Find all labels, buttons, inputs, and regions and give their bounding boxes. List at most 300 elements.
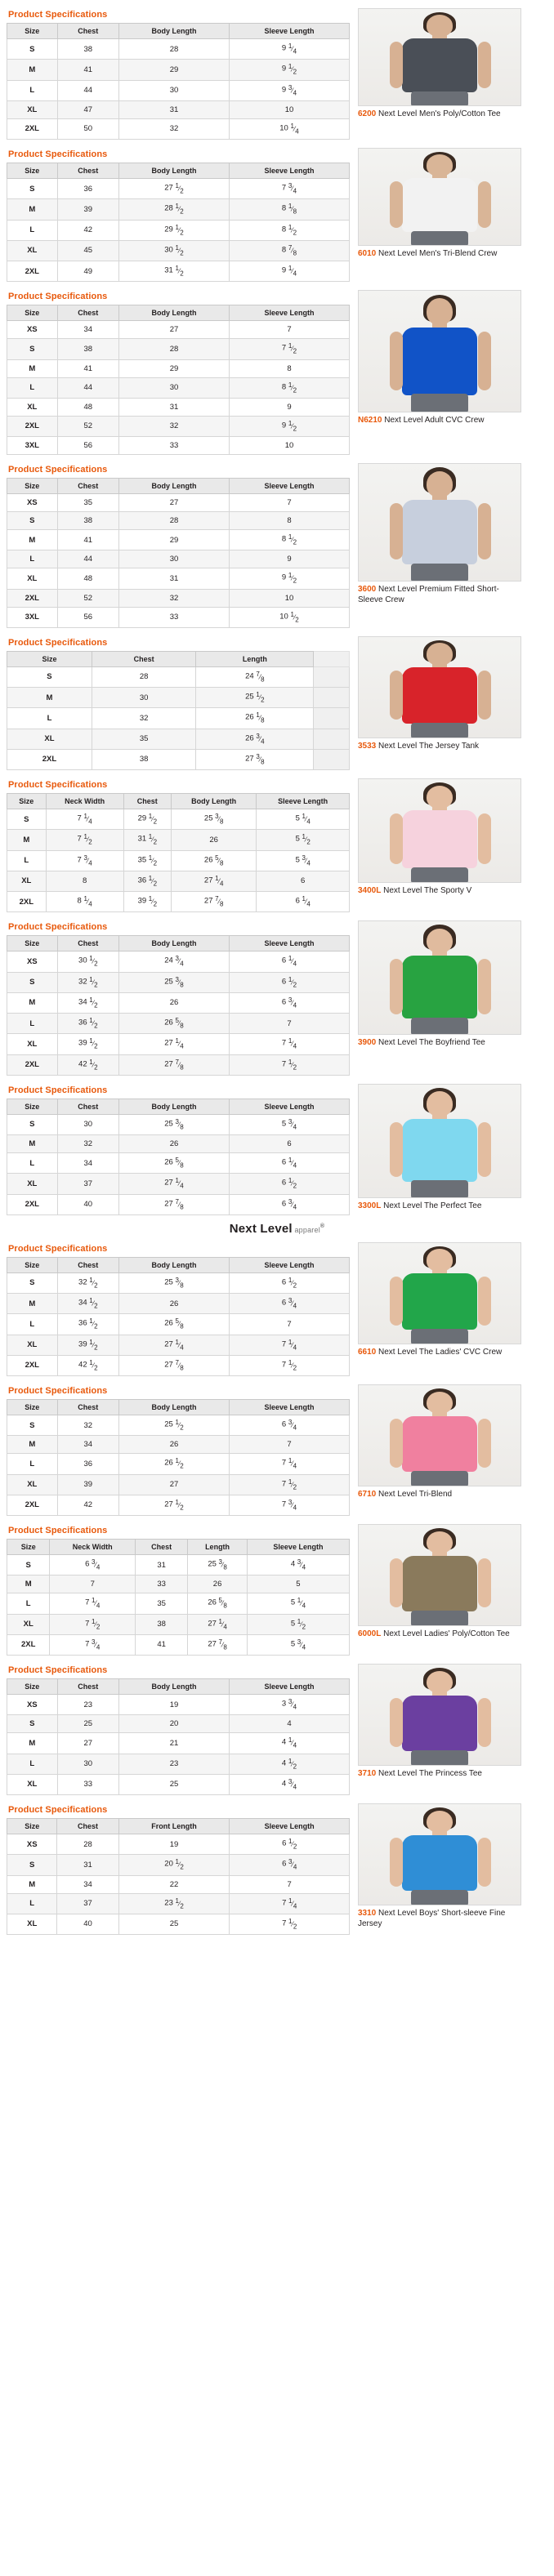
size-cell: L xyxy=(7,377,58,398)
product-caption xyxy=(358,1490,521,1500)
legs-shape xyxy=(411,1890,468,1905)
right-arm-shape xyxy=(478,1838,491,1887)
measure-cell: 27 $^7⁄_8$ xyxy=(119,1194,230,1214)
table-row xyxy=(7,1194,350,1214)
table-row xyxy=(7,1474,350,1495)
table-row xyxy=(7,568,350,589)
table-row xyxy=(7,437,350,455)
measure-cell: 20 xyxy=(119,1715,230,1733)
size-cell: L xyxy=(7,220,58,240)
product-name: Next Level The Ladies' CVC Crew xyxy=(376,1347,503,1357)
size-cell: XL xyxy=(7,1174,58,1194)
measure-cell: 32 xyxy=(57,1135,118,1153)
measure-cell: 27 $^7⁄_8$ xyxy=(119,1054,230,1075)
size-cell: 2XL xyxy=(7,749,92,769)
measure-cell: 38 xyxy=(57,512,118,530)
product-photo-area xyxy=(358,1524,538,1640)
size-cell: XL xyxy=(7,100,58,118)
column-header: Body Length xyxy=(171,794,256,809)
product-name: Next Level The Princess Tee xyxy=(376,1769,482,1778)
spec-table-area xyxy=(7,1664,350,1795)
table-row xyxy=(7,1014,350,1034)
page-title: Product Specifications xyxy=(8,149,108,159)
head-shape xyxy=(427,1249,453,1272)
column-header: Sleeve Length xyxy=(230,1679,350,1695)
measure-cell: 36 $^1⁄_2$ xyxy=(57,1314,118,1335)
measure-cell: 50 xyxy=(57,118,118,139)
measure-cell: 33 xyxy=(57,1774,118,1794)
table-row xyxy=(7,666,350,687)
left-arm-shape xyxy=(390,671,403,720)
product-block xyxy=(0,143,554,285)
measure-cell: 31 xyxy=(119,100,230,118)
measure-cell: 26 xyxy=(119,1436,230,1454)
table-row xyxy=(7,871,350,891)
column-header: Chest xyxy=(136,1540,188,1555)
column-header: Body Length xyxy=(119,24,230,39)
measure-cell: 25 xyxy=(57,1715,118,1733)
measure-cell: 31 xyxy=(119,568,230,589)
column-header: Chest xyxy=(92,651,195,666)
size-cell: M xyxy=(7,1436,58,1454)
measure-cell: 7 xyxy=(230,1314,350,1335)
size-cell: M xyxy=(7,60,58,80)
column-header: Chest xyxy=(57,1099,118,1114)
table-row xyxy=(7,1174,350,1194)
product-block xyxy=(0,773,554,916)
measure-cell: 22 xyxy=(118,1875,230,1893)
right-arm-shape xyxy=(478,671,491,720)
size-cell: XL xyxy=(7,240,58,261)
measure-cell: 8 xyxy=(230,512,350,530)
measure-cell: 25 $^3⁄_8$ xyxy=(188,1555,248,1575)
measure-cell: 7 xyxy=(230,1436,350,1454)
brand-logo xyxy=(0,1219,554,1237)
measure-cell: 6 $^3⁄_4$ xyxy=(230,1855,350,1875)
product-block xyxy=(0,1519,554,1659)
measure-cell: 10 xyxy=(230,437,350,455)
table-header-row xyxy=(7,794,350,809)
table-row xyxy=(7,494,350,512)
spec-table-area xyxy=(7,1084,350,1215)
legs-shape xyxy=(411,564,468,582)
spec-table-area xyxy=(7,290,350,455)
table-row xyxy=(7,1114,350,1134)
spec-table xyxy=(7,305,350,455)
product-photo-area xyxy=(358,1242,538,1358)
table-row xyxy=(7,749,350,769)
measure-cell: 26 $^5⁄_8$ xyxy=(188,1593,248,1614)
table-row xyxy=(7,1135,350,1153)
product-name: Next Level Boys' Short-sleeve Fine Jersey xyxy=(358,1909,506,1928)
measure-cell: 7 xyxy=(230,1014,350,1034)
measure-cell: 36 $^1⁄_2$ xyxy=(57,1014,118,1034)
shirt-shape xyxy=(402,810,477,867)
shirt-shape xyxy=(402,178,477,232)
table-row xyxy=(7,199,350,220)
measure-cell: 41 xyxy=(57,359,118,377)
measure-cell: 25 $^1⁄_2$ xyxy=(119,1415,230,1436)
table-row xyxy=(7,1614,350,1634)
measure-cell: 49 xyxy=(57,261,118,282)
table-row xyxy=(7,1834,350,1855)
measure-cell: 35 $^1⁄_2$ xyxy=(123,850,171,871)
measure-cell: 19 xyxy=(119,1695,230,1715)
left-arm-shape xyxy=(390,1558,403,1607)
measure-cell: 42 $^1⁄_2$ xyxy=(57,1054,118,1075)
table-row xyxy=(7,1855,350,1875)
measure-cell: 30 xyxy=(119,80,230,100)
measure-cell: 35 xyxy=(92,729,195,749)
measure-cell: 33 xyxy=(119,437,230,455)
measure-cell: 32 xyxy=(92,708,195,729)
measure-cell: 30 xyxy=(119,550,230,568)
measure-cell: 25 $^3⁄_8$ xyxy=(119,1114,230,1134)
table-header-row xyxy=(7,1679,350,1695)
size-cell: S xyxy=(7,1114,58,1134)
head-shape xyxy=(427,929,453,954)
table-row xyxy=(7,100,350,118)
measure-cell: 6 xyxy=(230,1135,350,1153)
measure-cell: 5 $^3⁄_4$ xyxy=(247,1634,349,1655)
page-title: Product Specifications xyxy=(8,1526,108,1535)
page-title: Product Specifications xyxy=(8,780,108,790)
measure-cell: 23 xyxy=(57,1695,118,1715)
measure-cell: 29 xyxy=(119,60,230,80)
measure-cell: 8 xyxy=(230,359,350,377)
size-cell: 2XL xyxy=(7,1194,58,1214)
legs-shape xyxy=(411,1750,468,1766)
measure-cell: 38 xyxy=(92,749,195,769)
column-header: Sleeve Length xyxy=(230,479,350,494)
measure-cell: 44 xyxy=(57,377,118,398)
table-row xyxy=(7,729,350,749)
table-row xyxy=(7,589,350,607)
right-arm-shape xyxy=(478,1419,491,1468)
table-row xyxy=(7,607,350,627)
measure-cell: 33 xyxy=(119,607,230,627)
legs-shape xyxy=(411,723,468,738)
table-header-row xyxy=(7,1400,350,1415)
measure-cell: 33 xyxy=(136,1575,188,1593)
right-arm-shape xyxy=(478,959,491,1014)
product-name: Next Level The Perfect Tee xyxy=(381,1201,482,1210)
measure-cell: 32 xyxy=(119,416,230,436)
spec-table xyxy=(7,1399,350,1516)
column-header: Size xyxy=(7,1679,58,1695)
spec-table-area xyxy=(7,636,350,770)
table-row xyxy=(7,830,350,850)
product-block xyxy=(0,3,554,143)
column-header: Sleeve Length xyxy=(247,1540,349,1555)
measure-cell: 5 $^1⁄_4$ xyxy=(247,1593,349,1614)
size-cell: L xyxy=(7,1014,58,1034)
size-cell: M xyxy=(7,992,58,1013)
measure-cell: 8 $^1⁄_2$ xyxy=(230,220,350,240)
size-cell: M xyxy=(7,199,58,220)
column-header: Sleeve Length xyxy=(230,305,350,321)
measure-cell: 7 $^1⁄_2$ xyxy=(230,1914,350,1934)
column-header: Chest xyxy=(57,1257,118,1272)
measure-cell: 44 xyxy=(57,80,118,100)
measure-cell: 27 $^1⁄_2$ xyxy=(119,179,230,199)
table-row xyxy=(7,359,350,377)
measure-cell: 48 xyxy=(57,568,118,589)
table-row xyxy=(7,1715,350,1733)
table-header-row xyxy=(7,1819,350,1834)
head-shape xyxy=(427,786,453,809)
table-row xyxy=(7,1272,350,1293)
product-name: Next Level The Sporty V xyxy=(381,886,472,895)
product-caption xyxy=(358,109,521,120)
left-arm-shape xyxy=(390,813,403,863)
table-row xyxy=(7,1034,350,1054)
size-cell: 2XL xyxy=(7,261,58,282)
column-header: Sleeve Length xyxy=(230,1257,350,1272)
table-row xyxy=(7,1355,350,1375)
product-code: 6200 xyxy=(358,109,377,118)
left-arm-shape xyxy=(390,959,403,1014)
product-caption xyxy=(358,1038,521,1049)
product-photo-area xyxy=(358,1084,538,1212)
measure-cell: 9 $^3⁄_4$ xyxy=(230,80,350,100)
spec-table-area xyxy=(7,778,350,912)
table-row xyxy=(7,992,350,1013)
column-header: Size xyxy=(7,24,58,39)
measure-cell: 28 xyxy=(92,666,195,687)
table-header-row xyxy=(7,24,350,39)
page-title: Product Specifications xyxy=(8,637,108,648)
table-row xyxy=(7,1754,350,1774)
size-cell: L xyxy=(7,708,92,729)
measure-cell: 29 $^1⁄_2$ xyxy=(123,809,171,830)
measure-cell: 6 $^3⁄_4$ xyxy=(50,1555,136,1575)
measure-cell: 8 $^7⁄_8$ xyxy=(230,240,350,261)
head-shape xyxy=(427,1392,453,1415)
size-cell: S xyxy=(7,339,58,359)
measure-cell: 7 $^1⁄_2$ xyxy=(230,339,350,359)
table-header-row xyxy=(7,163,350,179)
measure-cell xyxy=(314,749,350,769)
measure-cell: 38 xyxy=(57,339,118,359)
size-cell: XL xyxy=(7,398,58,416)
product-photo xyxy=(358,290,521,412)
size-cell: XL xyxy=(7,1774,58,1794)
product-photo xyxy=(358,1803,521,1905)
column-header: Chest xyxy=(57,305,118,321)
column-header: Chest xyxy=(57,1679,118,1695)
size-cell: XL xyxy=(7,1614,50,1634)
size-cell: L xyxy=(7,1754,58,1774)
product-name: Next Level The Boyfriend Tee xyxy=(376,1038,485,1048)
table-row xyxy=(7,377,350,398)
measure-cell: 27 xyxy=(119,1474,230,1495)
product-photo-area xyxy=(358,1664,538,1780)
head-shape xyxy=(427,298,453,325)
column-header: Body Length xyxy=(119,1257,230,1272)
measure-cell: 32 $^1⁄_2$ xyxy=(57,1272,118,1293)
table-row xyxy=(7,1733,350,1754)
size-cell: M xyxy=(7,1733,58,1754)
page-title: Product Specifications xyxy=(8,465,108,475)
table-row xyxy=(7,1454,350,1474)
column-header: Sleeve Length xyxy=(230,936,350,952)
size-cell: M xyxy=(7,688,92,708)
legs-shape xyxy=(411,867,468,883)
measure-cell: 39 $^1⁄_2$ xyxy=(57,1335,118,1355)
size-cell: XS xyxy=(7,494,58,512)
measure-cell: 7 $^3⁄_4$ xyxy=(50,1634,136,1655)
measure-cell: 5 $^1⁄_2$ xyxy=(257,830,350,850)
measure-cell: 32 xyxy=(119,118,230,139)
left-arm-shape xyxy=(390,1277,403,1326)
column-header: Sleeve Length xyxy=(230,1819,350,1834)
measure-cell: 8 xyxy=(46,871,123,891)
measure-cell: 34 xyxy=(57,1875,118,1893)
right-arm-shape xyxy=(478,503,491,560)
spec-table-area xyxy=(7,1242,350,1376)
column-header: Body Length xyxy=(119,305,230,321)
measure-cell: 39 xyxy=(57,1474,118,1495)
product-caption xyxy=(358,1348,521,1358)
measure-cell: 23 $^1⁄_2$ xyxy=(118,1893,230,1914)
size-cell: S xyxy=(7,179,58,199)
product-photo xyxy=(358,1524,521,1626)
size-cell: L xyxy=(7,80,58,100)
measure-cell: 26 $^1⁄_8$ xyxy=(196,708,314,729)
measure-cell: 38 xyxy=(57,39,118,60)
shirt-shape xyxy=(402,1835,477,1892)
measure-cell: 6 $^3⁄_4$ xyxy=(230,1415,350,1436)
measure-cell: 8 $^1⁄_4$ xyxy=(46,892,123,912)
measure-cell: 7 $^1⁄_2$ xyxy=(50,1614,136,1634)
page-title: Product Specifications xyxy=(8,10,108,20)
left-arm-shape xyxy=(390,1122,403,1177)
head-shape xyxy=(427,154,453,176)
product-photo-area xyxy=(358,1803,538,1929)
product-block xyxy=(0,1798,554,1938)
column-header: Chest xyxy=(57,1819,118,1834)
measure-cell: 28 xyxy=(119,339,230,359)
measure-cell: 3 $^3⁄_4$ xyxy=(230,1695,350,1715)
measure-cell: 7 $^1⁄_2$ xyxy=(230,1355,350,1375)
size-cell: S xyxy=(7,972,58,992)
legs-shape xyxy=(411,1018,468,1035)
measure-cell: 6 $^3⁄_4$ xyxy=(230,1194,350,1214)
product-caption xyxy=(358,585,521,605)
table-row xyxy=(7,1054,350,1075)
left-arm-shape xyxy=(390,42,403,89)
left-arm-shape xyxy=(390,1419,403,1468)
head-shape xyxy=(427,471,453,497)
right-arm-shape xyxy=(478,1277,491,1326)
shirt-shape xyxy=(402,1416,477,1473)
legs-shape xyxy=(411,394,468,412)
measure-cell: 10 $^1⁄_4$ xyxy=(230,118,350,139)
table-row xyxy=(7,321,350,339)
column-header: Length xyxy=(188,1540,248,1555)
spec-table xyxy=(7,935,350,1076)
measure-cell: 7 $^3⁄_4$ xyxy=(46,850,123,871)
product-photo xyxy=(358,1664,521,1766)
product-photo xyxy=(358,1242,521,1344)
measure-cell: 4 $^3⁄_4$ xyxy=(230,1774,350,1794)
spec-table xyxy=(7,793,350,912)
table-row xyxy=(7,1593,350,1614)
measure-cell: 5 $^1⁄_2$ xyxy=(247,1614,349,1634)
product-photo-area xyxy=(358,920,538,1049)
legs-shape xyxy=(411,1471,468,1486)
table-header-row xyxy=(7,1540,350,1555)
measure-cell: 26 xyxy=(119,992,230,1013)
page-title: Product Specifications xyxy=(8,1243,108,1254)
measure-cell: 6 $^1⁄_4$ xyxy=(230,1153,350,1174)
measure-cell: 6 xyxy=(257,871,350,891)
table-row xyxy=(7,550,350,568)
head-shape xyxy=(427,1531,453,1554)
measure-cell: 26 xyxy=(119,1135,230,1153)
measure-cell: 26 $^5⁄_8$ xyxy=(119,1314,230,1335)
measure-cell: 25 xyxy=(119,1774,230,1794)
measure-cell: 41 xyxy=(57,60,118,80)
size-cell: 2XL xyxy=(7,1054,58,1075)
product-block xyxy=(0,916,554,1079)
column-header: Neck Width xyxy=(50,1540,136,1555)
product-code: 3900 xyxy=(358,1038,377,1048)
measure-cell: 4 $^3⁄_4$ xyxy=(247,1555,349,1575)
table-row xyxy=(7,339,350,359)
product-photo-area xyxy=(358,290,538,426)
size-cell: XL xyxy=(7,729,92,749)
shirt-shape xyxy=(402,1273,477,1330)
size-cell: L xyxy=(7,1593,50,1614)
right-arm-shape xyxy=(478,1122,491,1177)
measure-cell: 39 xyxy=(57,199,118,220)
product-name: Next Level Adult CVC Crew xyxy=(382,416,485,426)
size-cell: M xyxy=(7,830,47,850)
size-cell: S xyxy=(7,512,58,530)
brand-suffix: apparel xyxy=(292,1225,320,1234)
table-row xyxy=(7,118,350,139)
measure-cell: 9 $^1⁄_2$ xyxy=(230,416,350,436)
product-photo-area xyxy=(358,148,538,260)
right-arm-shape xyxy=(478,1698,491,1747)
product-photo-area xyxy=(358,8,538,120)
product-code: 3400L xyxy=(358,886,382,895)
measure-cell: 10 xyxy=(230,100,350,118)
product-caption xyxy=(358,886,521,897)
product-code: 3310 xyxy=(358,1909,377,1918)
measure-cell: 9 $^1⁄_2$ xyxy=(230,60,350,80)
table-row xyxy=(7,688,350,708)
measure-cell: 42 xyxy=(57,220,118,240)
measure-cell: 34 xyxy=(57,321,118,339)
size-cell: M xyxy=(7,1294,58,1314)
product-photo xyxy=(358,778,521,883)
measure-cell: 56 xyxy=(57,607,118,627)
size-cell: XL xyxy=(7,1034,58,1054)
head-shape xyxy=(427,15,453,36)
size-cell: L xyxy=(7,1893,57,1914)
measure-cell: 44 xyxy=(57,550,118,568)
measure-cell: 31 $^1⁄_2$ xyxy=(119,261,230,282)
head-shape xyxy=(427,643,453,666)
head-shape xyxy=(427,1671,453,1694)
product-caption xyxy=(358,742,521,752)
table-row xyxy=(7,1436,350,1454)
column-header xyxy=(314,651,350,666)
size-cell: M xyxy=(7,359,58,377)
